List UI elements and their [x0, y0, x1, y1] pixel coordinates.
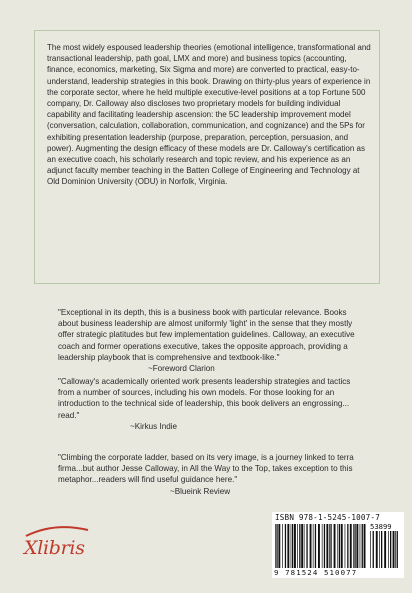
barcode-bar [356, 524, 358, 568]
publisher-swoosh-icon [24, 524, 90, 538]
barcode-bar [313, 524, 314, 568]
barcode-bar [318, 524, 320, 568]
barcode-bar [276, 524, 277, 568]
isbn-barcode [272, 512, 404, 578]
review-quote-text: "Calloway's academically oriented work presents leadership strategies and tactics from a number of sources, including his own models. For those looking for an introduction to the technical side of leadership, this book delivers an engrossing... read." [58, 377, 351, 420]
barcode-bar [373, 531, 374, 568]
barcode-bar [345, 524, 346, 568]
barcode-bar [347, 524, 348, 568]
barcode-bar [381, 531, 382, 568]
review-source: ~Blueink Review [170, 486, 231, 496]
review-quote [58, 452, 358, 497]
barcode-bar [362, 524, 363, 568]
barcode-bars [275, 524, 367, 568]
barcode-bar [376, 531, 378, 568]
barcode-bar [291, 524, 292, 568]
publisher-logo: Xlibris [24, 537, 85, 559]
barcode-bar [334, 524, 336, 568]
price-code: 53899 [370, 522, 392, 531]
barcode-bar [306, 524, 307, 568]
isbn-number: ISBN 978-1-5245-1007-7 [275, 513, 380, 522]
barcode-bar [388, 531, 389, 568]
review-quote [58, 307, 358, 374]
barcode-bar [310, 524, 312, 568]
barcode-bar [315, 524, 316, 568]
barcode-bar [285, 524, 286, 568]
barcode-bar [370, 531, 371, 568]
barcode-bar [350, 524, 352, 568]
barcode-bar [393, 531, 395, 568]
barcode-bar [282, 524, 283, 568]
barcode-bar [397, 531, 398, 568]
barcode-bar [390, 531, 391, 568]
barcode-bar [294, 524, 296, 568]
barcode-bar [353, 524, 354, 568]
barcode-bar [322, 524, 323, 568]
barcode-bar [304, 524, 305, 568]
review-quote-text: "Exceptional in its depth, this is a business book with particular relevance. Books about business leadership are almost uniformly 'light' in the sense that they mostly offer strategic platitudes but few implementation guidelines. Calloway, an executive coach and former operations executive, takes the opposite approach, providing a leadership playbook that is comprehensive and textbook-like." [58, 308, 355, 362]
barcode-bar [395, 531, 396, 568]
barcode-bar [329, 524, 330, 568]
review-quote [58, 376, 358, 432]
barcode-bar [341, 524, 343, 568]
barcode-bar [330, 524, 331, 568]
barcode-bar [384, 531, 386, 568]
barcode-bar [326, 524, 328, 568]
barcode-bar [360, 524, 361, 568]
book-description: The most widely espoused leadership theories (emotional intelligence, transformational and transactional leadership, path goal, LMX and more) and business topics (accounting, finance, economics, marketing, Six Sigma and more) are converted to practical, easy-to-understand, leadership strategies in this book. Drawing on thirty-plus years of experience in the corporate sector, where he held multiple executive-level positions at a top Fortune 500 company, Dr. Calloway also discloses two proprietary models for building individual capability and facilitating leadership ascension: the 5C leadership improvement model (conversation, calculation, collaboration, communication, and cognizance) and the 5Ps for exhibiting presentation leadership (purpose, preparation, perception, persuasion, and power). Augmenting the design efficacy of these models are Dr. Calloway's certification as an executive coach, his scholarly research and topic review, and his experience as an adjunct faculty member teaching in the Batten College of Engineering and Technology at Old Dominion University (ODU) in Norfolk, Virginia. [47, 43, 371, 187]
barcode-bar [287, 524, 289, 568]
review-source: ~Kirkus Indie [130, 421, 178, 431]
barcode-bar [324, 524, 325, 568]
barcode-bar [339, 524, 340, 568]
barcode-bar [301, 524, 303, 568]
barcode-bar [379, 531, 380, 568]
barcode-bar [299, 524, 300, 568]
barcode-bar [292, 524, 293, 568]
barcode-bar [297, 524, 298, 568]
barcode-bar [275, 524, 276, 568]
review-quote-text: "Climbing the corporate ladder, based on its very image, is a journey linked to terra firma...but author Jesse Calloway, in All the Way to the Top, takes exception to this metaphor...readers will find useful guidance here." [58, 453, 354, 485]
barcode-bar [278, 524, 280, 568]
barcode-digits: 9 781524 510077 [274, 568, 358, 577]
review-source: ~Foreword Clarion [148, 364, 215, 374]
barcode-bar [364, 524, 366, 568]
barcode-bar [354, 524, 355, 568]
barcode-addon-bars [370, 531, 400, 568]
barcode-bar [337, 524, 338, 568]
